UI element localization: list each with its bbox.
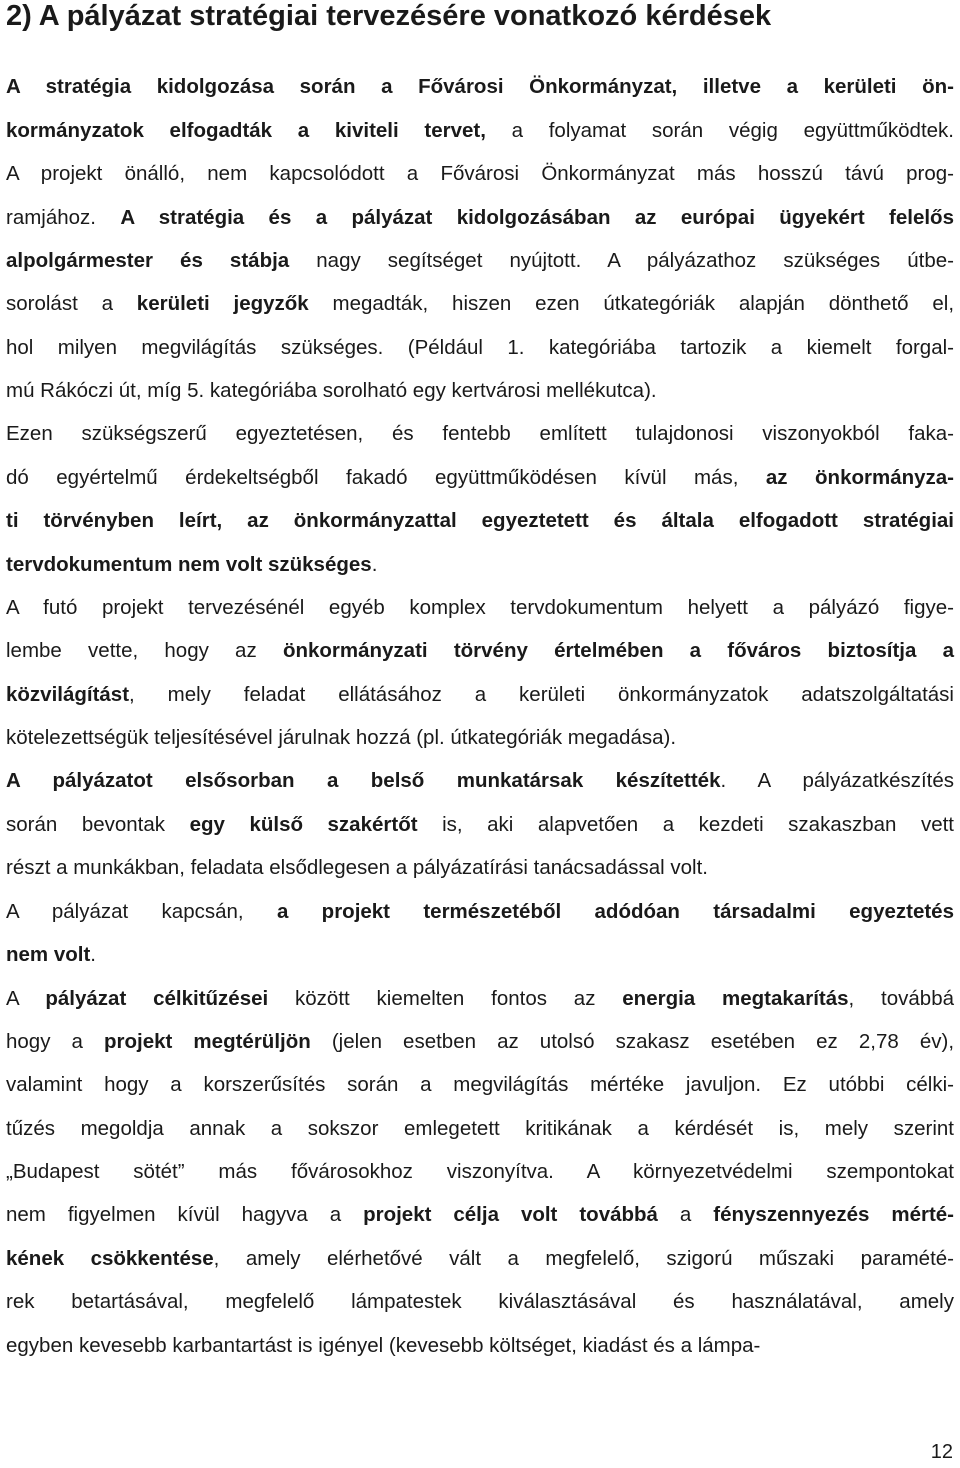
text-run: dó egyértelmű érdekeltségből fakadó együttműködésen kívül más, [6, 466, 766, 489]
bold-text: kormányzatok elfogadták a kiviteli tervet, [6, 119, 486, 142]
text-line [6, 855, 954, 881]
text-line [6, 74, 954, 100]
text-line [6, 248, 954, 274]
bold-text: önkormányzati törvény értelmében a főváros biztosítja a [282, 639, 954, 662]
text-line [6, 942, 954, 968]
text-run: lembe vette, hogy az [6, 639, 283, 662]
text-line [6, 335, 954, 361]
text-run: (jelen esetben az utolsó szakasz esetében ez 2,78 év), [310, 1030, 955, 1053]
bold-text: tervdokumentum nem volt szükséges [6, 553, 372, 576]
text-run: mú Rákóczi út, míg 5. kategóriába sorolható egy kertvárosi mellékutca). [6, 379, 657, 402]
text-line [6, 725, 954, 751]
text-run: nem figyelmen kívül hagyva a [6, 1203, 364, 1226]
text-run: nagy segítséget nyújtott. [289, 249, 582, 272]
text-line [6, 595, 954, 621]
text-line [6, 986, 954, 1012]
bold-text: nem volt [6, 943, 91, 966]
text-run: ramjához. [6, 206, 121, 229]
text-line [6, 552, 954, 578]
text-line [6, 205, 954, 231]
text-run: során bevontak [6, 813, 190, 836]
text-run: A futó projekt tervezésénél egyéb komplex tervdokumentum helyett a pályázó figye- [6, 596, 954, 619]
text-run: . A pályázatkészítés [720, 769, 955, 792]
bold-text: A pályázatot elsősorban a belső munkatársak készítették [6, 769, 721, 792]
bold-text: A stratégia és a pályázat kidolgozásában az európai ügyekért felelős [120, 206, 954, 229]
text-run: , mely feladat ellátásához a kerületi önkormányzatok adatszolgáltatási [129, 683, 954, 706]
bold-text: közvilágítást [6, 683, 130, 706]
text-line [6, 1072, 954, 1098]
section-heading: 2) A pályázat stratégiai tervezésére vonatkozó kérdések [6, 0, 772, 32]
bold-text: pályázat célkitűzései [45, 987, 269, 1010]
text-line [6, 1246, 954, 1272]
text-run: sorolást a [6, 292, 137, 315]
text-line [6, 1159, 954, 1185]
text-run: rek betartásával, megfelelő lámpatestek kiválasztásával és használatával, amely [6, 1290, 954, 1313]
text-run: között kiemelten fontos az [268, 987, 623, 1010]
text-line [6, 768, 954, 794]
bold-text: alpolgármester és stábja [6, 249, 290, 272]
text-line [6, 161, 954, 187]
bold-text: ti törvényben leírt, az önkormányzattal egyeztetett és általa elfogadott stratégiai [6, 509, 954, 532]
text-run: megadták, hiszen ezen útkategóriák alapján dönthető el, [308, 292, 955, 315]
text-run: a [657, 1203, 714, 1226]
bold-text: kerületi jegyzők [136, 292, 309, 315]
text-run: „Budapest sötét” más fővárosokhoz viszonyítva. A környezetvédelmi szempontokat [6, 1160, 954, 1183]
text-line [6, 421, 954, 447]
text-line [6, 1333, 954, 1359]
text-line [6, 508, 954, 534]
text-line [6, 682, 954, 708]
text-line [6, 638, 954, 664]
text-line [6, 465, 954, 491]
text-run: . [90, 943, 96, 966]
text-line [6, 812, 954, 838]
text-run: egyben kevesebb karbantartást is igényel (kevesebb költséget, kiadást és a lámpa- [6, 1334, 761, 1357]
bold-text: A stratégia kidolgozása során a Fővárosi Önkormányzat, illetve a kerületi ön- [6, 75, 954, 98]
bold-text: a projekt természetéből adódóan társadalmi egyeztetés [276, 900, 954, 923]
text-run: kötelezettségük teljesítésével járulnak hozzá (pl. útkategóriák megadása). [6, 726, 677, 749]
text-line [6, 1029, 954, 1055]
text-run: , amely elérhetővé vált a megfelelő, szigorú műszaki paramété- [213, 1247, 955, 1270]
text-run: . [371, 553, 378, 576]
text-run: Ezen szükségszerű egyeztetésen, és fentebb említett tulajdonosi viszonyokból faka- [6, 422, 954, 445]
bold-text: fényszennyezés mérté- [713, 1203, 955, 1226]
bold-text: projekt célja volt továbbá [363, 1203, 658, 1226]
text-run: részt a munkákban, feladata elsődlegesen a pályázatírási tanácsadással volt. [6, 856, 708, 879]
text-run: tűzés megoldja annak a sokszor emlegetett kritikának a kérdését is, mely szerint [6, 1117, 954, 1140]
text-line [6, 899, 954, 925]
page-number: 12 [930, 1441, 953, 1463]
text-run: hol milyen megvilágítás szükséges. (Például 1. kategóriába tartozik a kiemelt forgal- [6, 336, 954, 359]
text-run: , továbbá [848, 987, 954, 1010]
bold-text: egy külső szakértőt [189, 813, 418, 836]
text-run: A projekt önálló, nem kapcsolódott a Fővárosi Önkormányzat más hosszú távú prog- [6, 162, 954, 185]
text-line [6, 291, 954, 317]
text-run: valamint hogy a korszerűsítés során a megvilágítás mértéke javuljon. Ez utóbbi célki- [6, 1073, 954, 1096]
text-run: hogy a [6, 1030, 105, 1053]
bold-text: projekt megtérüljön [104, 1030, 311, 1053]
text-line [6, 378, 954, 404]
bold-text: energia megtakarítás [622, 987, 849, 1010]
text-line [6, 1289, 954, 1315]
text-run: A pályázat kapcsán, [6, 900, 277, 923]
text-run: a folyamat során végig együttműködtek. [485, 119, 954, 142]
text-run: is, aki alapvetően a kezdeti szakaszban vett [417, 813, 955, 836]
text-line [6, 1116, 954, 1142]
text-run: A [6, 987, 46, 1010]
text-line [6, 118, 954, 144]
bold-text: az önkormányza- [765, 466, 954, 489]
bold-text: kének csökkentése [6, 1247, 214, 1270]
text-run: A pályázathoz szükséges útbe- [581, 249, 954, 272]
text-line [6, 1202, 954, 1228]
